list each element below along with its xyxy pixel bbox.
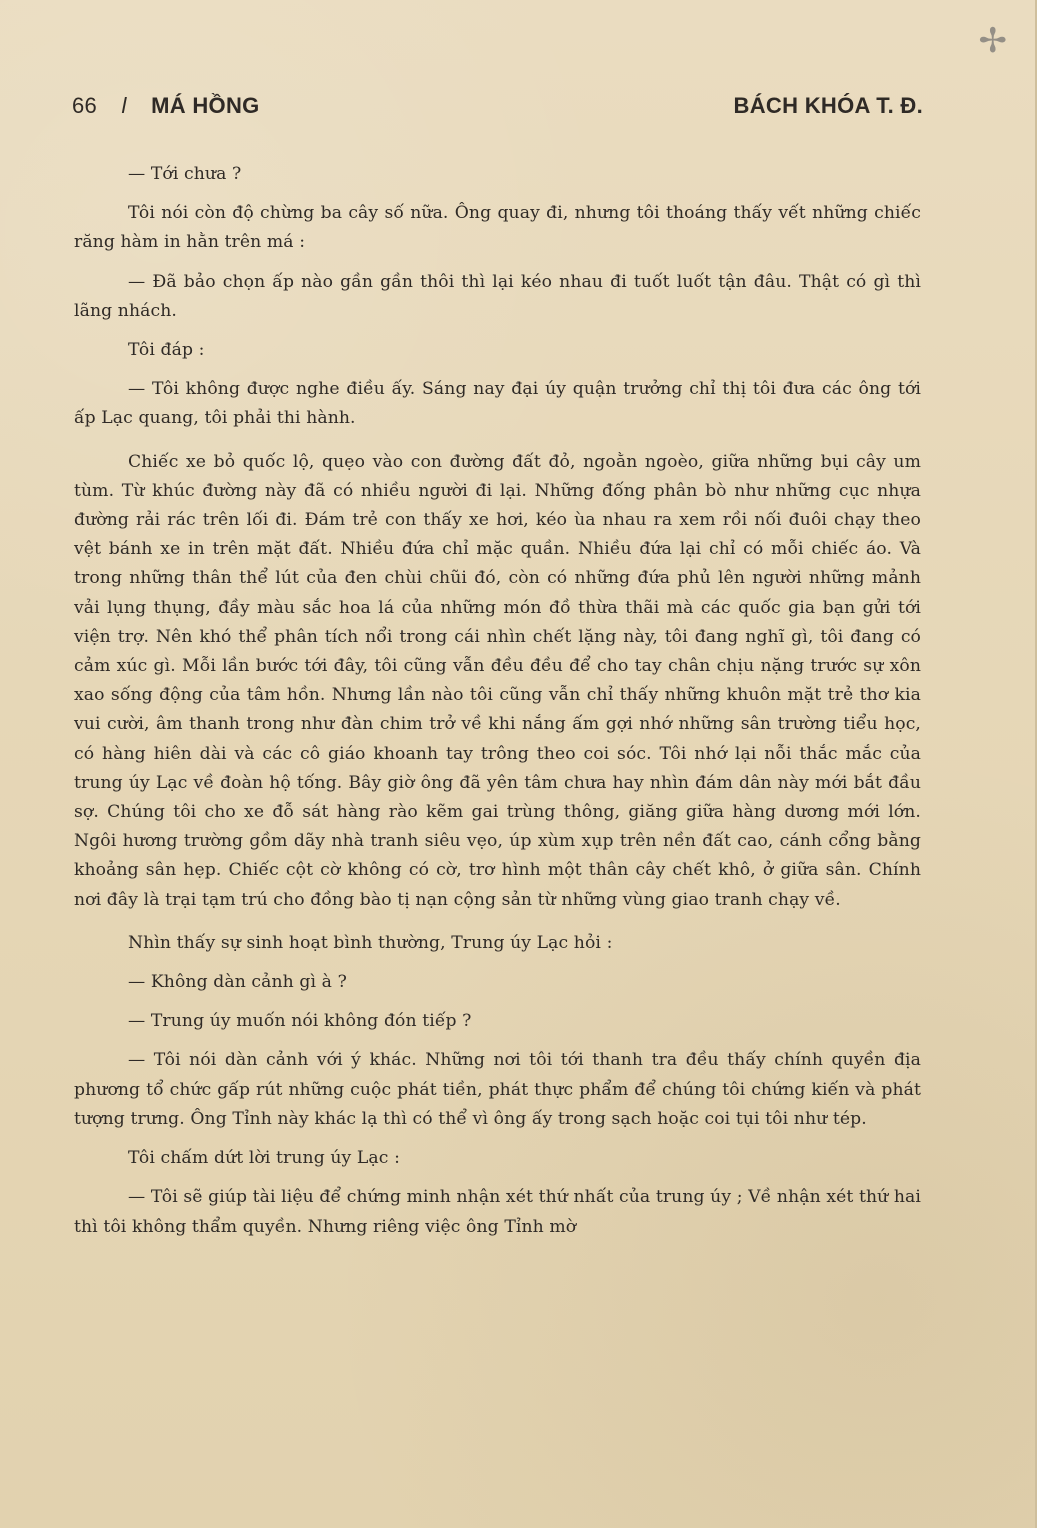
chapter-title: MÁ HỒNG (151, 93, 260, 118)
paragraph-11: Tôi chấm dứt lời trung úy Lạc : (128, 1148, 400, 1169)
corner-mark-icon: ✢ (978, 21, 1007, 61)
paragraph-8: — Không dàn cảnh gì à ? (128, 972, 347, 993)
paragraph-3: — Đã bảo chọn ấp nào gần gần thôi thì lại kéo nhau đi tuốt luốt tận đâu. Thật có gì thì lãng nhách. (74, 271, 921, 321)
spacer (74, 258, 921, 268)
paragraph-2: Tôi nói còn độ chừng ba cây số nữa. Ông quay đi, nhưng tôi thoáng thấy vết những chiếc răng hàm in hằn trên má : (74, 203, 921, 253)
paragraph-7: Nhìn thấy sự sinh hoạt bình thường, Trung úy Lạc hỏi : (128, 932, 613, 953)
paragraph-5: — Tôi không được nghe điều ấy. Sáng nay đại úy quận trưởng chỉ thị tôi đưa các ông tới ấp Lạc quang, tôi phải thi hành. (74, 379, 921, 429)
spacer (74, 365, 921, 375)
spacer (74, 434, 921, 448)
paragraph-6: Chiếc xe bỏ quốc lộ, quẹo vào con đường đất đỏ, ngoằn ngoèo, giữa những bụi cây um tùm. Từ khúc đường này đã có nhiều người đi lại. Những đống phân bò như những cục nhựa đường rải rác trên lối đi. Đám trẻ con thấy xe hơi, kéo ùa nhau ra xem rồi nối đuôi chạy theo vệt bánh xe in trên mặt đất. Nhiều đứa chỉ mặc quần. Nhiều đứa lại chỉ có mỗi chiếc áo. Và trong những thân thể lút của đen chùi chũi đó, còn có những đứa phủ lên người những mảnh vải lụng thụng, đầy màu sắc hoa lá của những món đồ thừa thãi mà các quốc gia bạn gửi tới viện trợ. Nên khó thể phân tích nổi trong cái nhìn chết lặng này, tôi đang nghĩ gì, tôi đang có cảm xúc gì. Mỗi lần bước tới đây, tôi cũng vẫn đều đều để cho tay chân chịu nặng trước sự xôn xao sống động của tâm hồn. Nhưng lần nào tôi cũng vẫn chỉ thấy những khuôn mặt trẻ thơ kia vui cười, âm thanh trong như đàn chim trở về khi nắng ấm gợi nhớ những sân trường tiểu học, có hàng hiên dài và các cô giáo khoanh tay trông theo coi sóc. Tôi nhớ lại nỗi thắc mắc của trung úy Lạc về đoàn hộ tống. Bây giờ ông đã yên tâm chưa hay nhìn đám dân này mới bắt đầu sợ. Chúng tôi cho xe đỗ sát hàng rào kẽm gai trùng thông, giăng giữa hàng dương mới lớn. Ngôi hương trường gồm dãy nhà tranh siêu vẹo, úp xùm xụp trên nền đất cao, cánh cổng bằng khoảng sân hẹp. Chiếc cột cờ không có cờ, trơ hình một thân cây chết khô, ở giữa sân. Chính nơi đây là trại tạm trú cho đồng bào tị nạn cộng sản từ những vùng giao tranh chạy về. (74, 451, 921, 910)
paragraph-4: Tôi đáp : (128, 340, 205, 361)
page-number: 66 (72, 93, 98, 118)
page-header (72, 86, 923, 126)
spacer (74, 997, 921, 1007)
paragraph-1: — Tới chưa ? (128, 164, 242, 184)
header-separator: l (121, 93, 127, 118)
spacer (74, 915, 921, 929)
spacer (74, 189, 921, 199)
header-left (72, 93, 260, 119)
spacer (74, 326, 921, 336)
spacer (74, 1036, 921, 1046)
spacer (74, 1173, 921, 1183)
paragraph-9: — Trung úy muốn nói không đón tiếp ? (128, 1011, 472, 1032)
spacer (74, 958, 921, 968)
paragraph-10: — Tôi nói dàn cảnh với ý khác. Những nơi tôi tới thanh tra đều thấy chính quyền địa phương tổ chức gấp rút những cuộc phát tiền, phát thực phẩm để chúng tôi chứng kiến và phát tượng trưng. Ông Tỉnh này khác lạ thì có thể vì ông ấy trong sạch hoặc coi tụi tôi như tép. (74, 1050, 921, 1129)
paragraph-12: — Tôi sẽ giúp tài liệu để chứng minh nhận xét thứ nhất của trung úy ; Về nhận xét thứ hai thì tôi không thẩm quyền. Nhưng riêng việc ông Tỉnh mờ (74, 1187, 921, 1237)
page-body (74, 160, 921, 1242)
publication-title: BÁCH KHÓA T. Đ. (733, 93, 923, 118)
spacer (74, 1134, 921, 1144)
